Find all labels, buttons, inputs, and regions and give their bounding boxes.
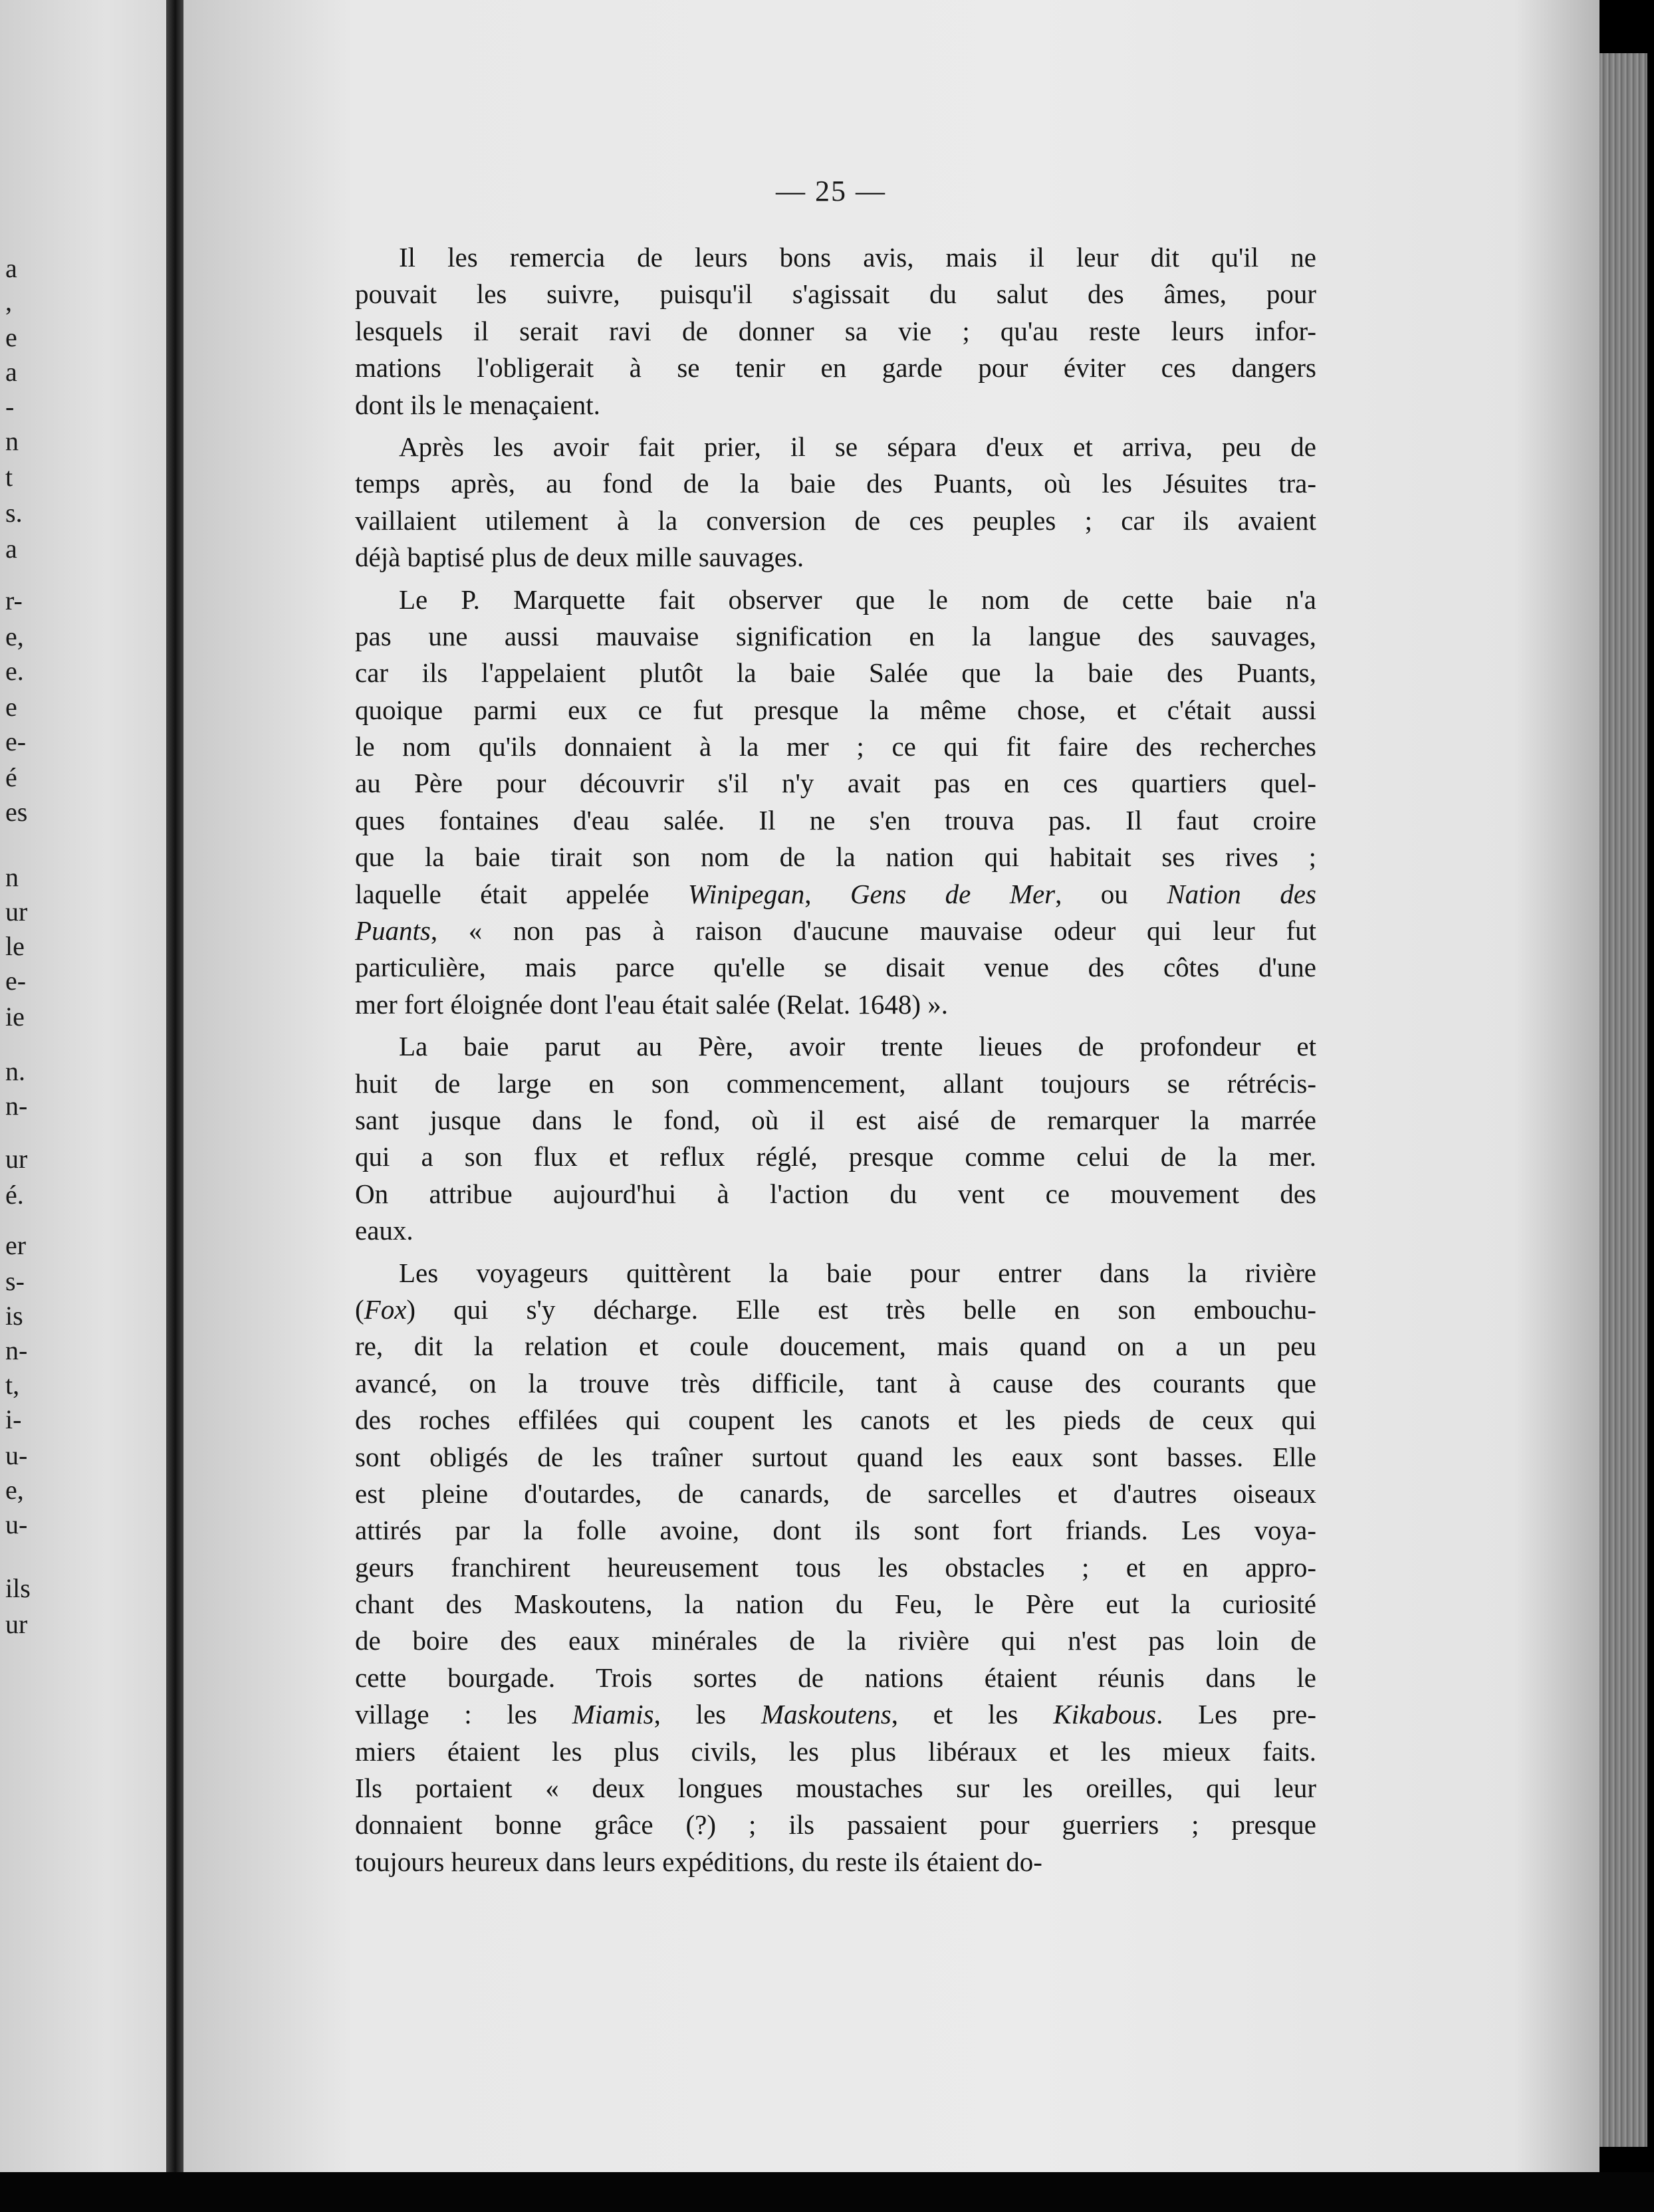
- left-page-fragment: n-: [5, 1335, 28, 1365]
- left-page-fragment: e,: [5, 1475, 24, 1505]
- text-line: quoique parmi eux ce fut presque la même chose, et c'était aussi: [355, 694, 1316, 725]
- left-page-fragment: ils: [5, 1573, 31, 1603]
- text-line: Ils portaient « deux longues moustaches sur les oreilles, qui leur: [355, 1773, 1316, 1804]
- left-page-fragment: ur: [5, 1609, 28, 1639]
- left-page-fragment: e: [5, 322, 17, 352]
- left-page-fragment: n: [5, 862, 19, 892]
- left-page-fragment: a: [5, 357, 17, 387]
- left-page-fragment: -: [5, 391, 15, 421]
- text-line: La baie parut au Père, avoir trente lieues de profondeur et: [399, 1031, 1316, 1062]
- left-page-fragment: n-: [5, 1091, 28, 1121]
- left-page-fragment: t,: [5, 1370, 20, 1400]
- left-page-fragment: s.: [5, 498, 23, 528]
- text-line: Les voyageurs quittèrent la baie pour entrer dans la rivière: [399, 1257, 1316, 1288]
- text-line: Le P. Marquette fait observer que le nom de cette baie n'a: [399, 584, 1316, 615]
- text-line: des roches effilées qui coupent les canots et les pieds de ceux qui: [355, 1404, 1316, 1436]
- left-page-fragment: ur: [5, 897, 28, 927]
- text-line: (Fox) qui s'y décharge. Elle est très belle en son embouchu-: [355, 1293, 1316, 1325]
- scan-border: [0, 2172, 1654, 2212]
- left-page-fragment: is: [5, 1301, 23, 1331]
- text-line: On attribue aujourd'hui à l'action du vent ce mouvement des: [355, 1178, 1316, 1209]
- text-line: chant des Maskoutens, la nation du Feu, le Père eut la curiosité: [355, 1589, 1316, 1620]
- body-text: [355, 239, 1316, 1880]
- text-line: au Père pour découvrir s'il n'y avait pas en ces quartiers quel-: [355, 768, 1316, 799]
- text-line: Après les avoir fait prier, il se sépara d'eux et arriva, peu de: [399, 431, 1316, 462]
- text-line: déjà baptisé plus de deux mille sauvages.: [355, 542, 804, 573]
- left-page-fragment: é.: [5, 1180, 24, 1210]
- text-line: de boire des eaux minérales de la rivière qui n'est pas loin de: [355, 1625, 1316, 1656]
- left-page-fragment: es: [5, 797, 28, 827]
- left-page-fragment: e.: [5, 656, 24, 686]
- text-line: sont obligés de les traîner surtout quand les eaux sont basses. Elle: [355, 1441, 1316, 1472]
- left-page-fragments: [0, 0, 166, 2212]
- left-page-fragment: n: [5, 426, 19, 456]
- left-page-fragment: e-: [5, 726, 27, 756]
- text-line: miers étaient les plus civils, les plus libéraux et les mieux faits.: [355, 1735, 1316, 1767]
- left-page-fragment: a: [5, 534, 17, 564]
- page-edges: [1599, 53, 1647, 2147]
- text-line: laquelle était appelée Winipegan, Gens de Mer, ou Nation des: [355, 878, 1316, 909]
- text-line: car ils l'appelaient plutôt la baie Salée que la baie des Puants,: [355, 657, 1316, 689]
- text-line: attirés par la folle avoine, dont ils sont fort friands. Les voya-: [355, 1515, 1316, 1546]
- text-line: qui a son flux et reflux réglé, presque comme celui de la mer.: [355, 1141, 1316, 1172]
- left-page-fragment: er: [5, 1230, 27, 1260]
- left-page-fragment: ,: [5, 286, 12, 316]
- text-line: Il les remercia de leurs bons avis, mais il leur dit qu'il ne: [399, 242, 1316, 273]
- left-page-fragment: e,: [5, 621, 24, 651]
- text-line: cette bourgade. Trois sortes de nations étaient réunis dans le: [355, 1662, 1316, 1693]
- text-line: re, dit la relation et coule doucement, mais quand on a un peu: [355, 1331, 1316, 1362]
- left-page-fragment: u-: [5, 1509, 28, 1539]
- text-line: ques fontaines d'eau salée. Il ne s'en trouva pas. Il faut croire: [355, 804, 1316, 835]
- text-line: vaillaient utilement à la conversion de ces peuples ; car ils avaient: [355, 504, 1316, 536]
- paragraph: [355, 582, 1316, 1024]
- text-line: particulière, mais parce qu'elle se disait venue des côtes d'une: [355, 952, 1316, 983]
- text-line: Puants, « non pas à raison d'aucune mauvaise odeur qui leur fut: [355, 915, 1316, 946]
- text-line: sant jusque dans le fond, où il est aisé de remarquer la marrée: [355, 1104, 1316, 1135]
- text-line: village : les Miamis, les Maskoutens, et les Kikabous. Les pre-: [355, 1699, 1317, 1730]
- paragraph: [355, 239, 1316, 423]
- text-line: pas une aussi mauvaise signification en la langue des sauvages,: [355, 620, 1316, 651]
- left-page-fragment: e: [5, 692, 17, 722]
- text-line: lesquels il serait ravi de donner sa vie ; qu'au reste leurs infor-: [355, 315, 1316, 346]
- left-page-fragment: e-: [5, 966, 27, 996]
- text-line: pouvait les suivre, puisqu'il s'agissait du salut des âmes, pour: [355, 278, 1316, 310]
- left-page-fragment: u-: [5, 1440, 28, 1470]
- page-number: — 25 —: [776, 175, 886, 207]
- text-line: avancé, on la trouve très difficile, tant à cause des courants que: [355, 1367, 1316, 1398]
- left-page-fragment: é: [5, 762, 17, 792]
- left-page-fragment: t: [5, 462, 13, 492]
- text-line: mer fort éloignée dont l'eau était salée (Relat. 1648) ».: [355, 988, 948, 1020]
- left-page-fragment: n.: [5, 1056, 25, 1086]
- left-page-fragment: s-: [5, 1266, 25, 1296]
- left-page-fragment: a: [5, 253, 17, 283]
- paragraph: [355, 1255, 1316, 1881]
- left-page-fragment: r-: [5, 586, 23, 615]
- text-line: geurs franchirent heureusement tous les obstacles ; et en appro-: [355, 1551, 1316, 1583]
- text-line: dont ils le menaçaient.: [355, 389, 600, 420]
- text-line: temps après, au fond de la baie des Puants, où les Jésuites tra-: [355, 468, 1316, 499]
- left-page-fragment: le: [5, 931, 25, 961]
- paragraph: [355, 429, 1316, 576]
- text-line: donnaient bonne grâce (?) ; ils passaient pour guerriers ; presque: [355, 1809, 1316, 1840]
- text-line: huit de large en son commencement, allant toujours se rétrécis-: [355, 1067, 1316, 1099]
- text-line: eaux.: [355, 1215, 414, 1246]
- left-page-fragment: ie: [5, 1002, 25, 1032]
- text-line: mations l'obligerait à se tenir en garde pour éviter ces dangers: [355, 352, 1316, 384]
- left-page-fragment: i-: [5, 1404, 22, 1434]
- text-line: que la baie tirait son nom de la nation qui habitait ses rives ;: [355, 841, 1316, 873]
- text-line: toujours heureux dans leurs expéditions, du reste ils étaient do-: [355, 1846, 1042, 1877]
- paragraph: [355, 1028, 1316, 1249]
- text-line: est pleine d'outardes, de canards, de sarcelles et d'autres oiseaux: [355, 1478, 1316, 1509]
- left-page-fragment: ur: [5, 1144, 28, 1174]
- text-line: le nom qu'ils donnaient à la mer ; ce qui fit faire des recherches: [355, 731, 1316, 762]
